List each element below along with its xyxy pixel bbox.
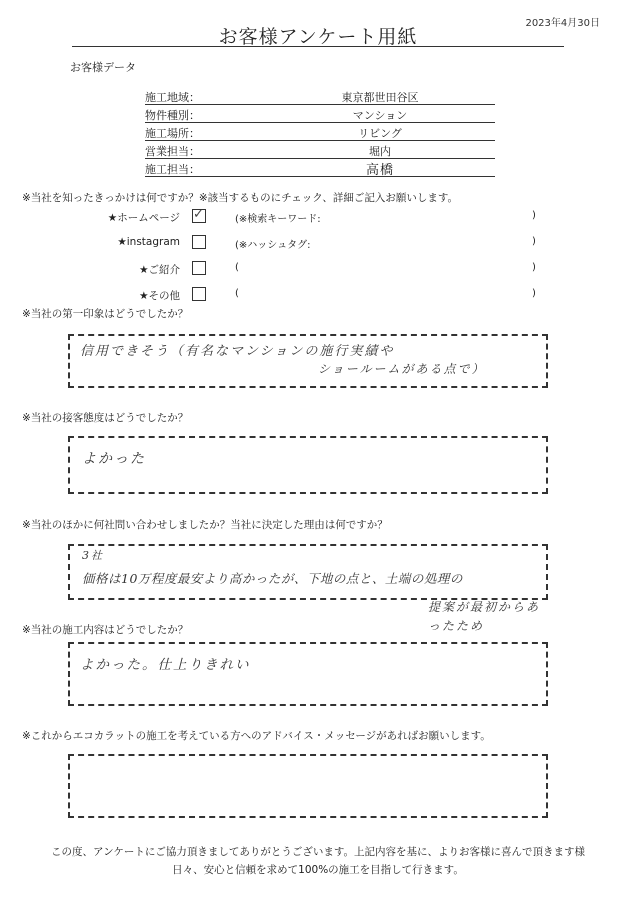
info-value: 東京都世田谷区 xyxy=(341,91,419,104)
answer-handwritten: 3社 xyxy=(82,549,104,562)
question-advice-message: ※これからエコカラットの施工を考えている方へのアドバイス・メッセージがあればお願いします。 xyxy=(22,730,491,742)
question-instruction: ※該当するものにチェック、詳細ご記入お願いします。 xyxy=(198,192,459,204)
info-rule xyxy=(145,140,495,141)
referral-checkbox[interactable] xyxy=(192,261,206,275)
option-close-paren: ) xyxy=(532,262,536,273)
option-close-paren: ) xyxy=(532,288,536,299)
page-title: お客様アンケート用紙 xyxy=(218,26,418,48)
info-value: リビング xyxy=(358,127,402,140)
option-label: ★instagram xyxy=(117,236,180,248)
option-close-paren: ) xyxy=(532,210,536,221)
customer-data-label: お客様データ xyxy=(70,61,136,74)
info-label: 施工場所： xyxy=(145,127,200,140)
option-detail: ( xyxy=(235,288,239,299)
question-how-found xyxy=(22,190,458,205)
answer-box-advice-message xyxy=(68,754,548,818)
info-label: 営業担当： xyxy=(145,145,200,158)
question-service-attitude: ※当社の接客態度はどうでしたか？ xyxy=(22,412,189,424)
answer-handwritten: 提案が最初からあったため xyxy=(428,600,541,633)
question-construction-quality: ※当社の施工内容はどうでしたか？ xyxy=(22,624,189,636)
info-value: マンション xyxy=(352,109,408,122)
title-underline xyxy=(72,46,564,47)
answer-handwritten: ショールームがある点で） xyxy=(318,362,486,376)
info-row-location xyxy=(145,124,495,140)
info-row-installer xyxy=(145,160,495,176)
option-homepage xyxy=(80,208,550,226)
option-detail: ( xyxy=(235,262,239,273)
question-text: ※当社を知ったきっかけは何ですか？ xyxy=(22,192,199,204)
footer-thanks: この度、アンケートにご協力頂きましてありがとうございます。上記内容を基に、よりお客様に喜んで頂きます様 xyxy=(50,846,586,858)
info-rule xyxy=(145,176,495,177)
question-first-impression: ※当社の第一印象はどうでしたか？ xyxy=(22,308,189,320)
option-close-paren: ) xyxy=(532,236,536,247)
info-value: 堀内 xyxy=(369,145,391,158)
answer-handwritten: 信用できそう（有名なマンションの施行実績や xyxy=(80,344,395,359)
option-detail: (※検索キーワード: xyxy=(235,214,321,225)
instagram-checkbox[interactable] xyxy=(192,235,206,249)
info-row-sales-rep xyxy=(145,142,495,158)
info-rule xyxy=(145,122,495,123)
option-other xyxy=(80,286,550,304)
answer-box-construction-quality xyxy=(68,642,548,706)
other-checkbox[interactable] xyxy=(192,287,206,301)
answer-handwritten: よかった。仕上りきれい xyxy=(80,657,251,673)
info-value-handwritten: 高橋 xyxy=(365,163,394,178)
option-label: ★ホームページ xyxy=(107,212,180,224)
footer-commitment: 日々、安心と信頼を求めて100%の施工を目指して行きます。 xyxy=(172,864,464,876)
option-referral xyxy=(80,260,550,278)
option-label: ★ご紹介 xyxy=(139,264,180,276)
answer-handwritten: 価格は10万程度最安より高かったが、下地の点と、土端の処理の xyxy=(82,571,463,586)
info-rule xyxy=(145,104,495,105)
question-other-companies: ※当社のほかに何社問い合わせしましたか？当社に決定した理由は何ですか？ xyxy=(22,519,388,531)
info-row-area xyxy=(145,88,495,104)
info-label: 施工地域： xyxy=(145,91,200,104)
homepage-checkbox[interactable] xyxy=(192,209,206,223)
info-label: 物件種別： xyxy=(145,109,200,122)
info-label: 施工担当： xyxy=(145,163,200,176)
answer-handwritten: よかった xyxy=(82,451,146,467)
option-instagram xyxy=(80,234,550,252)
option-detail: (※ハッシュタグ: xyxy=(235,240,311,251)
survey-date: 2023年4月30日 xyxy=(525,18,600,29)
info-row-property-type xyxy=(145,106,495,122)
option-label: ★その他 xyxy=(139,290,180,302)
